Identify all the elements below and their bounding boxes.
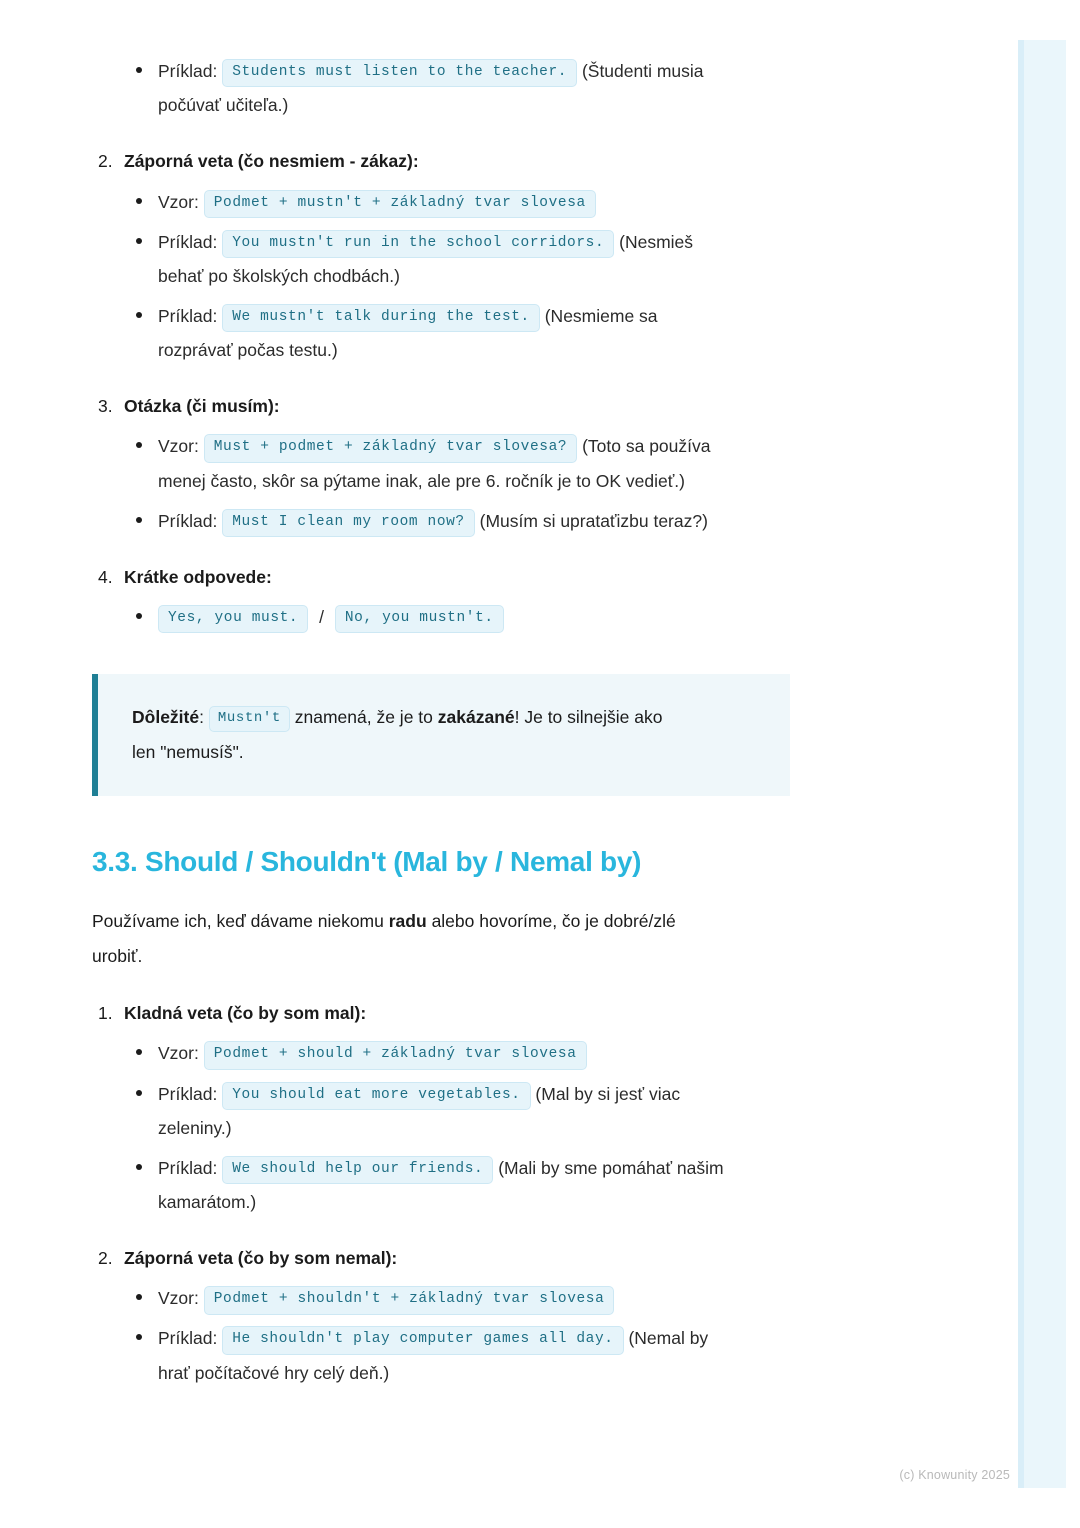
document-content	[92, 44, 828, 1396]
callout-text-3: len "nemusíš".	[132, 742, 244, 763]
bullet-icon	[136, 238, 142, 244]
bullet-icon	[136, 198, 142, 204]
translation-text: (Nemal by	[628, 1328, 709, 1349]
code-chip: Podmet + should + základný tvar slovesa	[204, 1041, 587, 1069]
list-item	[92, 54, 828, 122]
heading-text: Záporná veta (čo nesmiem - zákaz):	[124, 151, 419, 172]
separator: /	[319, 607, 324, 627]
list-number: 1.	[98, 1003, 113, 1024]
list-number: 3.	[98, 396, 113, 417]
item6-list	[92, 1281, 828, 1389]
list-item	[92, 600, 828, 634]
numbered-heading-4	[92, 564, 828, 590]
translation-text: (Mali by sme pomáhať našim	[498, 1157, 724, 1178]
code-chip: Must I clean my room now?	[222, 509, 475, 537]
list-number: 2.	[98, 1248, 113, 1268]
heading-text: Kladná veta (čo by som mal):	[124, 1003, 367, 1024]
translation-text: (Mal by si jesť viac	[535, 1083, 681, 1104]
translation-text: (Nesmieme sa	[544, 305, 658, 326]
example-label: Príklad:	[158, 61, 218, 81]
code-chip-answer-yes: Yes, you must.	[158, 605, 308, 633]
list-item	[92, 1321, 828, 1389]
numbered-heading-5	[92, 1000, 828, 1026]
bullet-icon	[136, 312, 142, 318]
heading-text: Otázka (či musím):	[124, 396, 280, 417]
row-label: Vzor:	[158, 1288, 199, 1309]
numbered-heading-3	[92, 393, 828, 419]
callout-bold-1: zakázané	[437, 707, 515, 728]
translation-text: (Nesmieš	[619, 231, 694, 252]
list-number: 4.	[98, 566, 113, 587]
numbered-heading-2	[92, 148, 828, 174]
row-label: Príklad:	[158, 231, 218, 252]
code-chip: Students must listen to the teacher.	[222, 59, 577, 87]
translation-text-cont: rozprávať počas testu.)	[158, 340, 338, 360]
translation-text-cont: počúvať učiteľa.)	[158, 95, 289, 116]
code-chip: Podmet + shouldn't + základný tvar slovesa	[204, 1286, 615, 1314]
list-item	[92, 299, 828, 367]
translation-text-cont: kamarátom.)	[158, 1191, 257, 1212]
bullet-icon	[136, 613, 142, 619]
row-label: Vzor:	[158, 436, 199, 457]
code-chip: Mustn't	[209, 706, 290, 732]
row-label: Príklad:	[158, 1157, 218, 1178]
footer-credit: (c) Knowunity 2025	[899, 1468, 1010, 1482]
numbered-heading-6	[92, 1245, 828, 1271]
item3-list	[92, 429, 828, 537]
row-label: Príklad:	[158, 510, 218, 531]
translation-text: (Musím si uprataťizbu teraz?)	[479, 510, 708, 531]
bullet-icon	[136, 1090, 142, 1096]
row-label: Vzor:	[158, 1043, 199, 1064]
row-label: Príklad:	[158, 1328, 218, 1349]
translation-text: (Študenti musia	[581, 61, 704, 81]
bullet-icon	[136, 517, 142, 523]
page-side-decoration-outer	[1024, 40, 1066, 1488]
bullet-icon	[136, 1334, 142, 1340]
translation-text: (Toto sa používa	[582, 436, 711, 457]
callout-text-1: znamená, že je to	[294, 707, 433, 728]
top-example-list	[92, 54, 828, 122]
section-heading-3-3: 3.3. Should / Shouldn't (Mal by / Nemal by)	[92, 846, 642, 878]
list-item	[92, 1281, 828, 1315]
code-chip: He shouldn't play computer games all day.	[222, 1326, 623, 1354]
code-chip-answer-no: No, you mustn't.	[335, 605, 504, 633]
callout-colon: :	[199, 707, 204, 728]
item4-list	[92, 600, 828, 634]
intro-text-3: urobiť.	[92, 946, 143, 967]
bullet-icon	[136, 1294, 142, 1300]
row-label: Príklad:	[158, 305, 218, 326]
row-label: Vzor:	[158, 191, 199, 212]
bullet-icon	[136, 67, 142, 73]
list-number: 2.	[98, 151, 113, 172]
callout-label: Dôležité	[132, 707, 200, 728]
code-chip: We should help our friends.	[222, 1156, 493, 1184]
list-item	[92, 185, 828, 219]
important-callout	[92, 674, 790, 796]
translation-text-cont: zeleniny.)	[158, 1117, 232, 1138]
intro-bold: radu	[388, 911, 427, 932]
translation-text-cont: behať po školských chodbách.)	[158, 265, 400, 286]
row-label: Príklad:	[158, 1083, 218, 1104]
intro-text-2: alebo hovoríme, čo je dobré/zlé	[431, 911, 676, 932]
heading-text: Krátke odpovede:	[124, 566, 272, 587]
translation-text-cont: hrať počítačové hry celý deň.)	[158, 1362, 390, 1383]
list-item	[92, 1036, 828, 1070]
code-chip: You should eat more vegetables.	[222, 1082, 530, 1110]
item5-list	[92, 1036, 828, 1219]
heading-text: Záporná veta (čo by som nemal):	[124, 1248, 398, 1268]
code-chip: You mustn't run in the school corridors.	[222, 230, 614, 258]
code-chip: Must + podmet + základný tvar slovesa?	[204, 434, 577, 462]
code-chip: Podmet + mustn't + základný tvar slovesa	[204, 190, 596, 218]
list-item	[92, 1151, 828, 1219]
list-item	[92, 225, 828, 293]
bullet-icon	[136, 1049, 142, 1055]
bullet-icon	[136, 442, 142, 448]
translation-text-cont: menej často, skôr sa pýtame inak, ale pre 6. ročník je to OK vedieť.)	[158, 470, 685, 491]
list-item	[92, 429, 828, 497]
page-side-decoration-inner	[1018, 40, 1024, 1488]
list-item	[92, 1077, 828, 1145]
bullet-icon	[136, 1164, 142, 1170]
callout-text-2: ! Je to silnejšie ako	[514, 707, 663, 728]
code-chip: We mustn't talk during the test.	[222, 304, 540, 332]
intro-text-1: Používame ich, keď dávame niekomu	[92, 911, 384, 932]
section-intro-paragraph	[92, 904, 828, 974]
item2-list	[92, 185, 828, 368]
list-item	[92, 504, 828, 538]
